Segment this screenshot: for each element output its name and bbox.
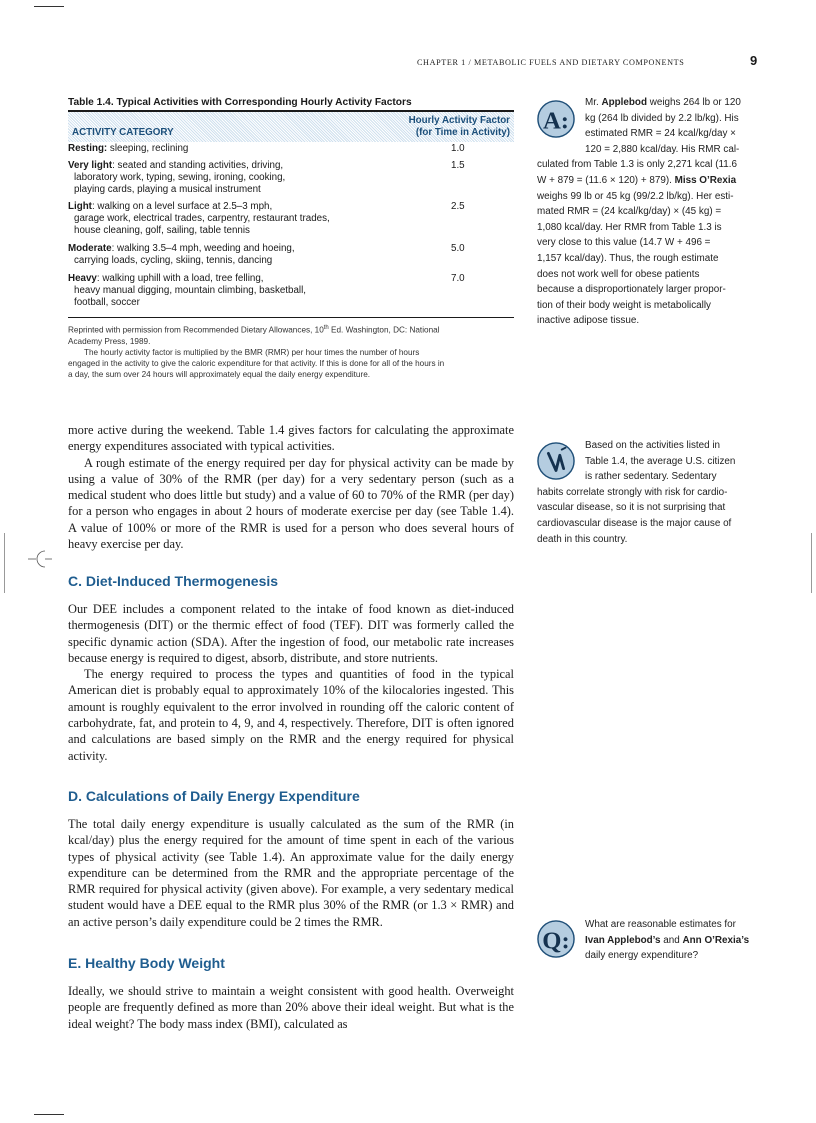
note-sidebar: Based on the activities listed in Table 1.4, the average U.S. citizen is rather sedentary. Sedentary habits correlate strongly with risk for cardio- vascular disease, so it is not surprising that cardiovascular disease is the major cause of death in this country. [537, 440, 736, 545]
factor-value: 1.5 [451, 160, 465, 171]
column-header-factor: Hourly Activity Factor (for Time in Activity) [408, 115, 510, 138]
factor-value: 2.5 [451, 201, 465, 212]
crop-mark-top-left [34, 6, 64, 7]
factor-value: 5.0 [451, 243, 465, 254]
table-row: Moderate: walking 3.5–4 mph, weeding and hoeing, carrying loads, cycling, skiing, tennis, dancing 5.0 [68, 243, 465, 267]
body-section-activity [68, 422, 514, 552]
svg-text:Q:: Q: [542, 927, 570, 955]
paragraph: The energy required to process the types and quantities of food in the typical American diet is probably equal to approximately 10% of the kilocalories ingested. This amount is roughly equivalent to the error involved in rounding off the caloric content of carbohydrate, fat, and protein to 4, 9, and 4, respectively. Therefore, DIT is often ignored and calculations are based simply on the RMR and the energy required for physical activity. [68, 667, 514, 763]
section-heading-d: D. Calculations of Daily Energy Expenditure [68, 788, 360, 804]
paragraph: Ideally, we should strive to maintain a weight consistent with good health. Overweight people are frequently defined as more than 20% above their ideal weight. But what is the ideal weight? The body mass index (BMI), calculated as [68, 984, 514, 1031]
table-row: Very light: seated and standing activities, driving, laboratory work, typing, sewing, ironing, cooking, playing cards, playing a musical instrument 1.5 [68, 160, 465, 196]
svg-text:A:: A: [542, 107, 570, 135]
crop-mark-right-edge [811, 533, 812, 593]
factor-value: 7.0 [451, 273, 465, 284]
answer-sidebar: Mr. Applebod weighs 264 lb or 120 kg (264 lb divided by 2.2 lb/kg). His estimated RMR = 24 kcal/kg/day × 120 = 2,880 kcal/day. His RMR cal- culated from Table 1.3 is only 2,271 kcal (11.6 W + 879 = (11.6 × 120) + 879). Miss O’Rexia weighs 99 lb or 45 kg (99/2.2 lb/kg). Her esti- mated RMR = (24 kcal/kg/day) × (45 kg) = 1,080 kcal/day. Her RMR from Table 1.3 is very close to this value (14.7 W + 496 = 1,157 kcal/day). Thus, the rough estimate does not work well for obese patients because a disproportionately larger propor- tion of their body weight is metabolically inactive adipose tissue. [537, 97, 741, 327]
activity-table [68, 97, 514, 442]
table-body [68, 142, 514, 442]
body-section-dit [68, 601, 514, 764]
body-section-dee [68, 816, 514, 930]
section-heading-e: E. Healthy Body Weight [68, 955, 225, 971]
paragraph: A rough estimate of the energy required per day for physical activity can be made by using a value of 30% of the RMR (per day) for a very sedentary person (such as a medical student who does little but study) and a value of 60 to 70% of the RMR (per day) for a person who engages in about 2 hours of moderate exercise per day (see Table 1.4). A value of 100% or more of the RMR is used for a person who does several hours of heavy exercise per day. [68, 455, 514, 552]
table-bottom-rule [68, 317, 514, 318]
column-header-category: ACTIVITY CATEGORY [72, 127, 174, 138]
table-title: Table 1.4. Typical Activities with Corresponding Hourly Activity Factors [68, 97, 412, 108]
running-head: CHAPTER 1 / METABOLIC FUELS AND DIETARY COMPONENTS [417, 58, 685, 67]
question-sidebar: What are reasonable estimates for Ivan Applebod’s and Ann O’Rexia’s daily energy expenditure? [585, 919, 750, 962]
body-section-weight [68, 983, 514, 1032]
table-source-note: Reprinted with permission from Recommended Dietary Allowances, 10th Ed. Washington, DC: National Academy Press, 1989. The hourly activity factor is multiplied by the BMR (RMR) per hour times the number of hours engaged in the activity to give the caloric expenditure for that activity. If this is done for all of the hours in a day, the sum over 24 hours will approximately equal the daily energy expenditure. [68, 325, 445, 379]
registration-mark-icon [28, 548, 52, 570]
table-header [68, 110, 514, 142]
table-row: Light: walking on a level surface at 2.5–3 mph, garage work, electrical trades, carpentry, restaurant trades, house cleaning, golf, sailing, table tennis 2.5 [68, 201, 465, 237]
factor-value: 1.0 [451, 143, 465, 154]
paragraph: more active during the weekend. Table 1.4 gives factors for calculating the approximate energy expenditures associated with typical activities. [68, 423, 514, 454]
section-heading-c: C. Diet-Induced Thermogenesis [68, 573, 279, 589]
table-row: Resting: sleeping, reclining 1.0 [68, 143, 465, 154]
paragraph: Our DEE includes a component related to the intake of food known as diet-induced thermogenesis (DIT) or the thermic effect of food (TEF). DIT was formerly called the specific dynamic action (SDA). After the ingestion of food, our metabolic rate increases because energy is required to digest, absorb, distribute, and store nutrients. [68, 602, 514, 665]
page-number: 9 [750, 53, 758, 68]
table-row: Heavy: walking uphill with a load, tree felling, heavy manual digging, mountain climbing, basketball, football, soccer 7.0 [68, 273, 465, 309]
paragraph: The total daily energy expenditure is usually calculated as the sum of the RMR (in kcal/day) plus the energy required for the amount of time spent in each of the various types of physical activity (see Table 1.4). An approximate value for the daily energy expenditure can be determined from the RMR and the appropriate percentage of the RMR required for physical activity (given above). For example, a very sedentary medical student would have a DEE equal to the RMR plus 30% of the RMR (or 1.3 × RMR) and an active person’s daily expenditure could be 2 times the RMR. [68, 817, 514, 929]
crop-mark-bottom-left [34, 1114, 64, 1115]
crop-mark-left-edge [4, 533, 5, 593]
